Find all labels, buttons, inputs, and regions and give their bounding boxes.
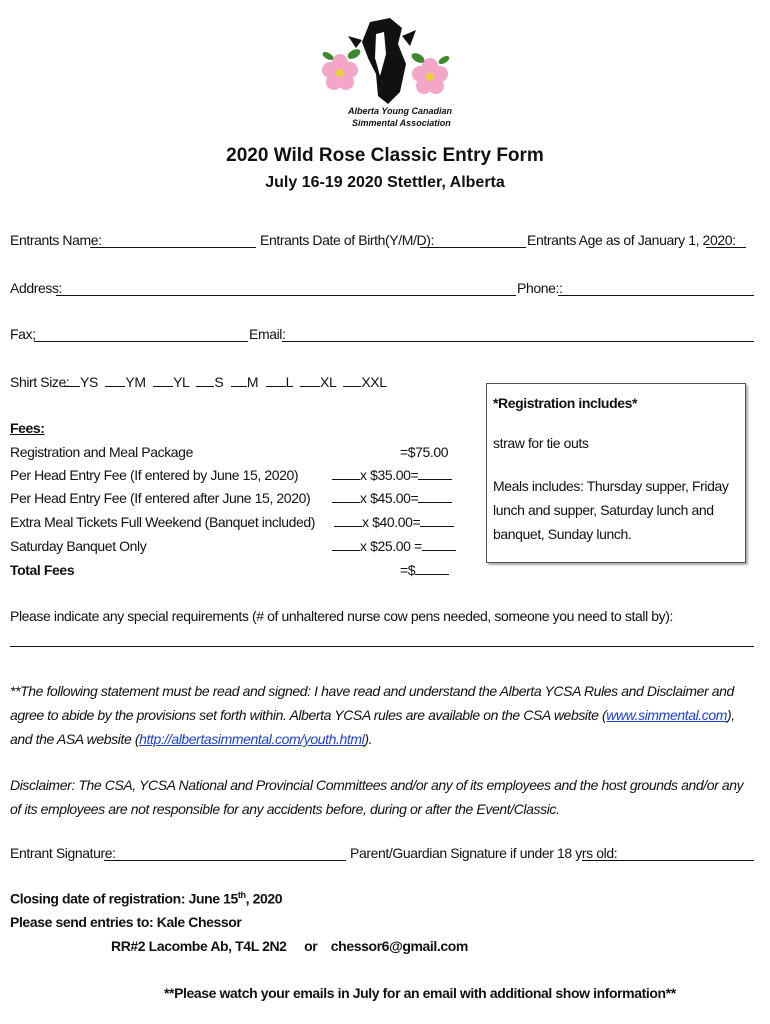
address-label: Address: [10, 280, 63, 296]
entrant-signature-label: Entrant Signature: [10, 845, 116, 861]
total-fees-blank[interactable] [415, 562, 449, 575]
fee-item-amount: x $35.00= [360, 467, 419, 483]
send-entries-to: Please send entries to: Kale Chessor [10, 914, 242, 930]
parent-signature-label: Parent/Guardian Signature if under 18 yrs old: [350, 845, 618, 861]
fee-total-blank[interactable] [418, 490, 452, 503]
shirt-l: L [285, 374, 293, 390]
mailing-address-row [111, 938, 468, 954]
dob-label: Entrants Date of Birth(Y/M/D): [260, 232, 434, 248]
registration-includes-box [486, 383, 746, 563]
fee-qty-blank[interactable] [332, 538, 360, 551]
fee-total-blank[interactable] [422, 538, 456, 551]
includes-line2: Meals includes: Thursday supper, Friday lunch and supper, Saturday lunch and banquet, Sunday lunch. [493, 478, 729, 542]
special-requirements-field[interactable] [10, 646, 754, 647]
fee-item-amount-row [334, 514, 454, 530]
entrants-name-label: Entrants Name: [10, 232, 102, 248]
fax-field[interactable] [34, 341, 248, 342]
logo-org-line2: Simmental Association [352, 118, 451, 128]
shirt-s: S [214, 374, 224, 390]
shirt-yl: YL [173, 374, 189, 390]
fee-item-label: Per Head Entry Fee (If entered after June 15, 2020) [10, 490, 311, 506]
shirt-l-blank[interactable] [266, 374, 286, 387]
phone-field[interactable] [558, 295, 754, 296]
age-field[interactable] [706, 247, 746, 248]
phone-label: Phone:: [517, 280, 563, 296]
fee-item-amount-row [332, 490, 452, 506]
mailing-address: RR#2 Lacombe Ab, T4L 2N2 [111, 938, 287, 954]
shirt-ys-blank[interactable] [64, 374, 80, 387]
closing-date-year: , 2020 [245, 890, 283, 907]
footer-note: **Please watch your emails in July for an email with additional show information** [164, 985, 676, 1001]
parent-signature-field[interactable] [582, 860, 754, 861]
shirt-size-options [64, 374, 387, 390]
statement-text: **The following statement must be read and signed: I have read and understand the Alberta YCSA Rules and Disclaimer and agree to abide by the provisions set forth within. Alberta YCSA rules are available on the CSA website ( [10, 683, 734, 723]
or-text: or [304, 938, 318, 954]
shirt-xl-blank[interactable] [300, 374, 320, 387]
fee-total-blank[interactable] [418, 467, 452, 480]
fees-heading: Fees: [10, 420, 45, 436]
total-fees-label: Total Fees [10, 562, 75, 578]
asa-website-link[interactable]: http://albertasimmental.com/youth.html [139, 731, 365, 747]
shirt-yl-blank[interactable] [153, 374, 173, 387]
dob-field[interactable] [420, 247, 526, 248]
fee-item-amount: x $45.00= [360, 490, 419, 506]
fee-qty-blank[interactable] [332, 490, 360, 503]
closing-date [10, 890, 282, 907]
csa-website-link[interactable]: www.simmental.com [606, 707, 728, 723]
page-subtitle: July 16-19 2020 Stettler, Alberta [265, 174, 505, 191]
fee-item-amount: =$75.00 [400, 444, 449, 460]
email-field[interactable] [282, 341, 754, 342]
closing-date-suffix: th [237, 890, 246, 900]
statement-text: ). [364, 731, 373, 747]
contact-email: chessor6@gmail.com [330, 938, 468, 954]
shirt-m: M [246, 374, 259, 390]
shirt-ys: YS [80, 374, 98, 390]
fee-item-label: Saturday Banquet Only [10, 538, 147, 554]
special-requirements-label: Please indicate any special requirements (# of unhaltered nurse cow pens needed, someone you need to stall by): [10, 608, 674, 624]
shirt-ym: YM [125, 374, 146, 390]
total-fees-amount: =$ [400, 562, 416, 578]
fee-item-label: Extra Meal Tickets Full Weekend (Banquet included) [10, 514, 316, 530]
fee-total-blank[interactable] [420, 514, 454, 527]
includes-line1: straw for tie outs [493, 435, 589, 451]
fee-item-amount: x $40.00= [362, 514, 421, 530]
shirt-xxl: XXL [361, 374, 387, 390]
includes-heading: *Registration includes* [493, 395, 638, 411]
logo-org-line1: Alberta Young Canadian [348, 106, 453, 116]
statement-text: ), and the ASA website ( [10, 707, 735, 747]
shirt-xxl-blank[interactable] [343, 374, 361, 387]
fee-item-label: Registration and Meal Package [10, 444, 193, 460]
fee-qty-blank[interactable] [334, 514, 362, 527]
shirt-xl: XL [320, 374, 336, 390]
shirt-m-blank[interactable] [231, 374, 247, 387]
entrants-name-field[interactable] [90, 247, 256, 248]
page-title: 2020 Wild Rose Classic Entry Form [226, 145, 544, 166]
fee-item-amount: x $25.00 = [360, 538, 422, 554]
agreement-statement [10, 679, 750, 751]
fee-item-amount-row [332, 538, 456, 554]
fee-item-label: Per Head Entry Fee (If entered by June 15, 2020) [10, 467, 299, 483]
fee-qty-blank[interactable] [332, 467, 360, 480]
fax-label: Fax; [10, 326, 36, 342]
age-label: Entrants Age as of January 1, 2020: [527, 232, 736, 248]
fee-item-amount-row [332, 467, 452, 483]
shirt-ym-blank[interactable] [105, 374, 125, 387]
shirt-size-label: Shirt Size: [10, 374, 70, 390]
ycsa-logo [318, 14, 452, 136]
address-field[interactable] [56, 295, 516, 296]
closing-date-text: Closing date of registration: June 15 [10, 890, 238, 907]
shirt-s-blank[interactable] [196, 374, 214, 387]
email-label: Email: [249, 326, 286, 342]
disclaimer: Disclaimer: The CSA, YCSA National and Provincial Committees and/or any of its employees and the host grounds and/or any of its employees are not responsible for any accidents before, during or after the Event/Classic. [10, 777, 744, 817]
entrant-signature-field[interactable] [104, 860, 346, 861]
total-fees-amount-row [400, 562, 449, 578]
